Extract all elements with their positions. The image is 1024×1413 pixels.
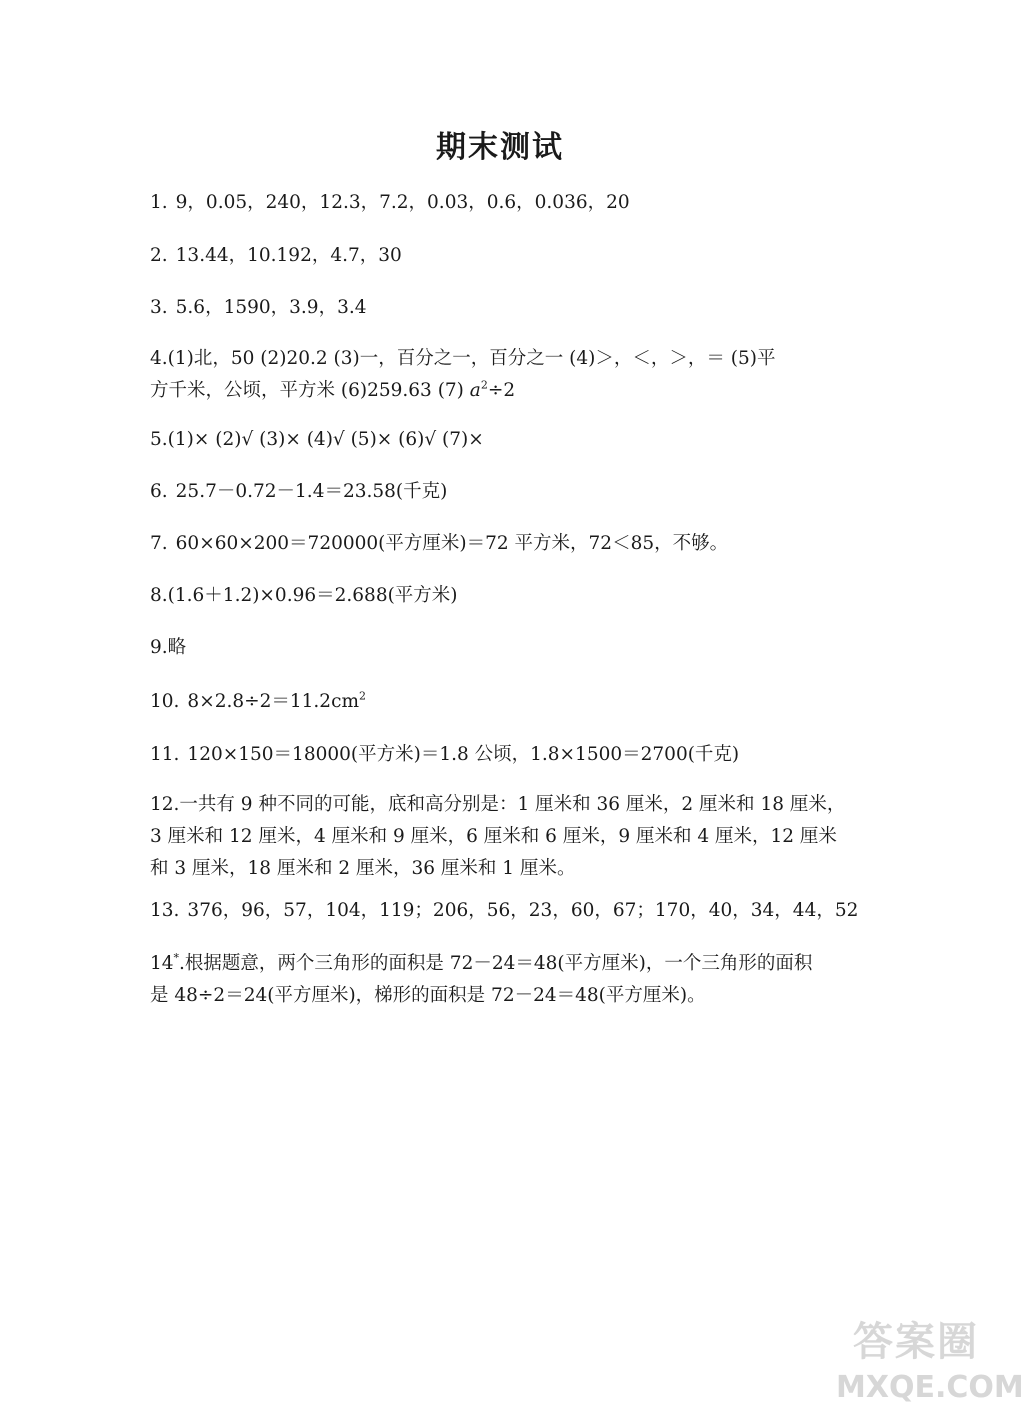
answer-8 (150, 580, 862, 612)
answer-number: 11. (150, 744, 180, 765)
answer-number: 12. (150, 794, 180, 815)
answer-number: 7. (150, 533, 168, 554)
answer-text: 25.7－0.72－1.4＝23.58(千克) (175, 481, 448, 502)
answer-text: .根据题意，两个三角形的面积是 72－24＝48(平方厘米)，一个三角形的面积 (179, 953, 813, 974)
answer-7 (150, 528, 862, 560)
watermark-logo (836, 1310, 1024, 1410)
answer-line (150, 789, 862, 821)
answer-text: (1)北，50 (2)20.2 (3)一，百分之一，百分之一 (4)＞，＜，＞，＝ (5)平 (167, 348, 776, 369)
star-marker: * (173, 951, 180, 965)
answer-text: 一共有 9 种不同的可能，底和高分别是：1 厘米和 36 厘米，2 厘米和 18 厘米， (179, 794, 846, 815)
exponent: 2 (480, 378, 488, 392)
answer-number: 5. (150, 429, 168, 450)
answer-6 (150, 476, 862, 508)
answer-text: 120×150＝18000(平方米)＝1.8 公顷，1.8×1500＝2700(千克) (187, 744, 740, 765)
answer-3 (150, 292, 862, 324)
answer-number: 10. (150, 691, 180, 712)
answer-number: 9. (150, 637, 168, 658)
exponent: 2 (358, 689, 366, 703)
watermark-top: 答案圈 (853, 1319, 979, 1365)
answer-number: 6. (150, 481, 168, 502)
answer-line: 和 3 厘米，18 厘米和 2 厘米，36 厘米和 1 厘米。 (150, 858, 576, 879)
answer-14 (150, 948, 862, 1012)
answer-text: 13.44，10.192，4.7，30 (175, 245, 402, 266)
watermark-bottom: MXQE.COM (836, 1370, 1024, 1405)
answer-line (150, 375, 862, 407)
answer-11 (150, 739, 862, 771)
answer-number: 4. (150, 348, 168, 369)
answer-number: 3. (150, 297, 168, 318)
answer-1 (150, 187, 862, 219)
answer-line: 3 厘米和 12 厘米，4 厘米和 9 厘米，6 厘米和 6 厘米，9 厘米和 4 厘米，12 厘米 (150, 826, 837, 847)
answer-text: 376，96，57，104，119；206，56，23，60，67；170，40，34，44，52 (187, 900, 859, 921)
answer-text: 8×2.8÷2＝11.2cm (187, 691, 359, 712)
variable-a: a (469, 380, 481, 401)
answer-text: (1.6＋1.2)×0.96＝2.688(平方米) (167, 585, 458, 606)
answer-12 (150, 789, 862, 885)
answer-5 (150, 424, 862, 456)
answer-number: 1. (150, 192, 168, 213)
answer-4 (150, 343, 862, 407)
answer-number: 13. (150, 900, 180, 921)
page-title: 期末测试 (436, 130, 564, 165)
answer-10 (150, 686, 862, 718)
answer-text: 略 (167, 637, 187, 658)
answer-number: 14 (150, 953, 174, 974)
answer-text: ÷2 (487, 380, 516, 401)
answer-text: 5.6，1590，3.9，3.4 (175, 297, 367, 318)
answer-line (150, 948, 862, 980)
answer-text: 方千米，公顷，平方米 (6)259.63 (7) (150, 380, 464, 401)
answer-9 (150, 632, 862, 664)
answer-line: 是 48÷2＝24(平方厘米)，梯形的面积是 72－24＝48(平方厘米)。 (150, 985, 706, 1006)
answer-text: (1)× (2)√ (3)× (4)√ (5)× (6)√ (7)× (167, 429, 484, 450)
answer-number: 8. (150, 585, 168, 606)
answer-text: 60×60×200＝720000(平方厘米)＝72 平方米，72＜85，不够。 (175, 533, 729, 554)
answer-number: 2. (150, 245, 168, 266)
answer-line (150, 343, 862, 375)
answer-text: 9，0.05，240，12.3，7.2，0.03，0.6，0.036，20 (175, 192, 630, 213)
answer-13 (150, 895, 862, 927)
answer-2 (150, 240, 862, 272)
